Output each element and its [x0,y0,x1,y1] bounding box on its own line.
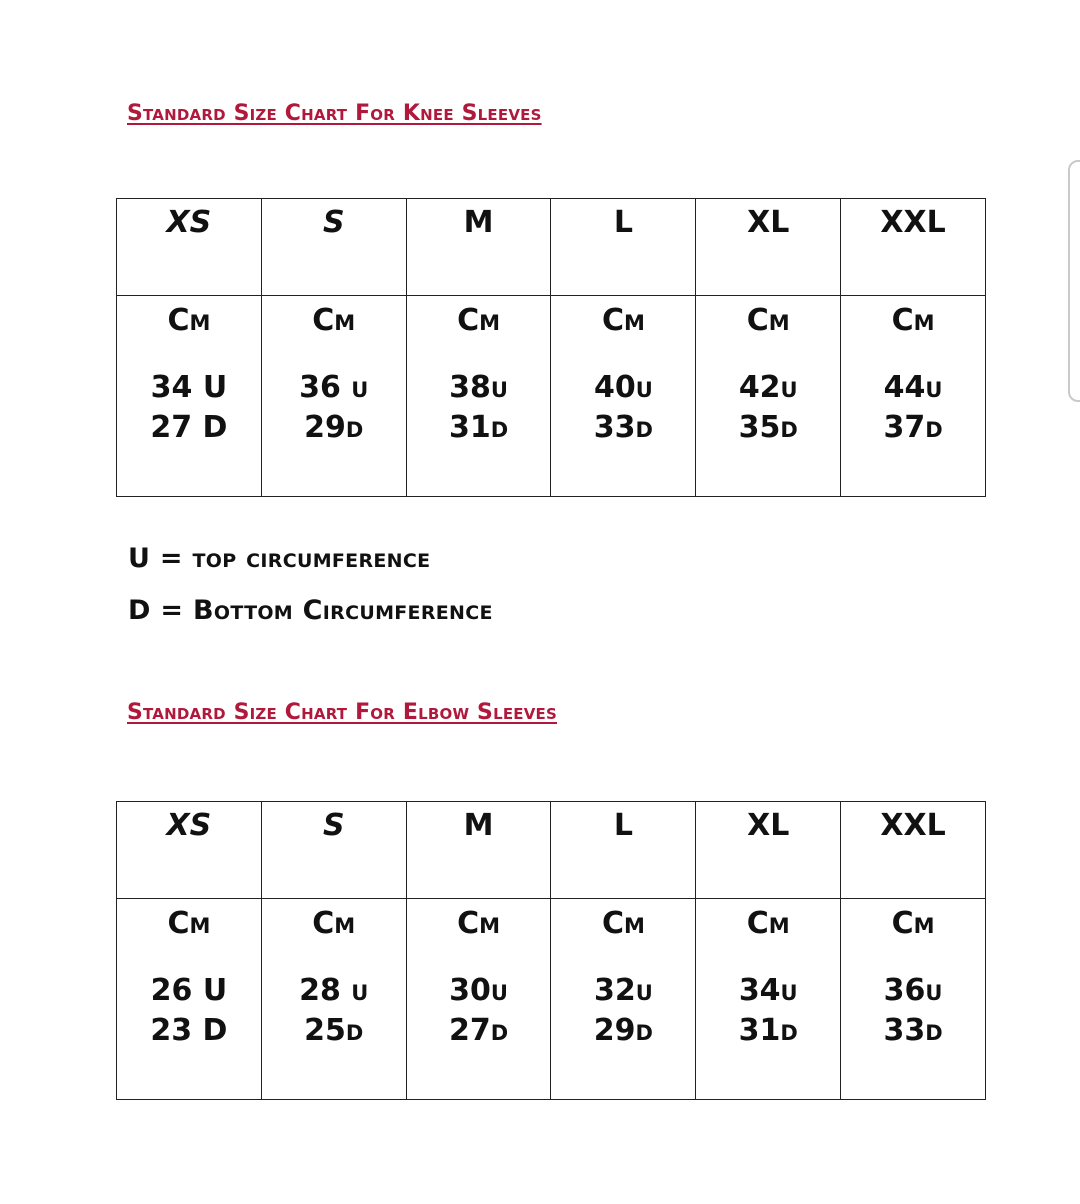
legend-bottom-circumference: D = Bottom Circumference [128,595,493,626]
size-label-xs: XS [117,802,262,899]
unit-label: Cm [312,906,356,941]
top-circumference-value: 40u [593,370,653,405]
size-label-xl: XL [696,199,841,296]
size-label-m: M [406,802,551,899]
top-circumference-value: 28 u [299,973,369,1008]
measurement-cell-xxl [841,296,986,497]
bottom-circumference-value: 27d [448,1013,509,1048]
size-label-xxl: XXL [841,199,986,296]
top-circumference-value: 36u [883,973,943,1008]
unit-label: Cm [167,906,211,941]
bottom-circumference-value: 35d [738,410,798,445]
knee-size-table [116,198,986,497]
size-label-m: M [406,199,551,296]
unit-label: Cm [746,906,790,941]
bottom-circumference-value: 29d [304,410,364,445]
bottom-circumference-value: 29d [593,1013,653,1048]
top-circumference-value: 26 U [150,973,228,1008]
unit-label: Cm [457,303,501,338]
unit-label: Cm [891,303,935,338]
measurement-row [117,296,986,497]
measurement-cell-xl [696,296,841,497]
bottom-circumference-value: 31d [448,410,509,445]
bottom-circumference-value: 33d [593,410,653,445]
top-circumference-value: 30u [449,973,508,1008]
measurement-cell-l [551,899,696,1100]
top-circumference-value: 34u [738,973,798,1008]
size-row [117,802,986,899]
top-circumference-value: 44u [883,370,943,405]
top-circumference-value: 34 U [150,370,228,405]
measurement-cell-s [261,899,406,1100]
measurement-cell-m [406,296,551,497]
bottom-circumference-value: 27 D [150,410,228,445]
elbow-chart-title: Standard Size Chart For Elbow Sleeves [127,700,557,725]
unit-label: Cm [601,303,645,338]
bottom-circumference-value: 37d [883,410,943,445]
bottom-circumference-value: 25d [304,1013,364,1048]
size-label-s: S [261,802,406,899]
measurement-cell-s [261,296,406,497]
measurement-cell-m [406,899,551,1100]
measurement-cell-xl [696,899,841,1100]
size-label-xs: XS [117,199,262,296]
size-label-l: L [551,199,696,296]
bottom-circumference-value: 33d [883,1013,943,1048]
bottom-circumference-value: 23 D [150,1013,228,1048]
legend-top-circumference: U = top circumference [128,543,431,574]
top-circumference-value: 32u [593,973,653,1008]
side-panel-handle[interactable] [1068,160,1080,402]
measurement-cell-l [551,296,696,497]
unit-label: Cm [312,303,356,338]
unit-label: Cm [746,303,790,338]
elbow-size-table [116,801,986,1100]
unit-label: Cm [167,303,211,338]
measurement-cell-xs [117,296,262,497]
top-circumference-value: 38u [449,370,508,405]
measurement-cell-xxl [841,899,986,1100]
unit-label: Cm [457,906,501,941]
top-circumference-value: 42u [738,370,798,405]
unit-label: Cm [891,906,935,941]
size-label-xxl: XXL [841,802,986,899]
knee-chart-title: Standard Size Chart For Knee Sleeves [127,101,542,126]
unit-label: Cm [601,906,645,941]
top-circumference-value: 36 u [299,370,369,405]
size-row [117,199,986,296]
size-label-l: L [551,802,696,899]
measurement-row [117,899,986,1100]
size-label-xl: XL [696,802,841,899]
measurement-cell-xs [117,899,262,1100]
bottom-circumference-value: 31d [738,1013,798,1048]
size-label-s: S [261,199,406,296]
